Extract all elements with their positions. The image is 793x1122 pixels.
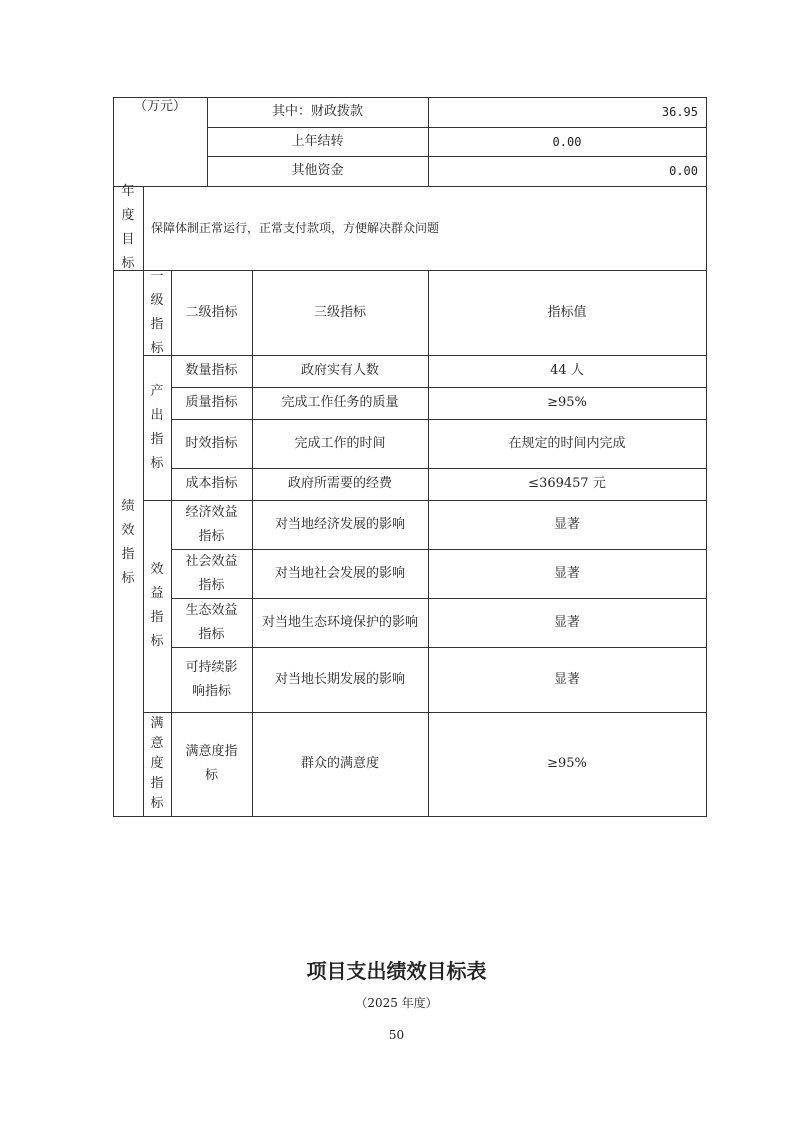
- page-title: 项目支出绩效目标表: [306, 959, 487, 983]
- indicators-main-label: [113, 270, 143, 816]
- funds-label: 上年结转: [291, 133, 344, 149]
- indicators-main-label-char: 指: [121, 547, 135, 562]
- level3-text: 完成工作的时间: [294, 435, 386, 451]
- value-text: 显著: [553, 614, 580, 630]
- level2-text: 标: [204, 768, 218, 783]
- funds-unit-text: （万元）: [133, 99, 186, 114]
- funds-value: 0.00: [669, 164, 698, 178]
- level3-text: 对当地经济发展的影响: [274, 516, 405, 532]
- table-row-level3: [252, 419, 428, 468]
- table-row-value: [428, 647, 706, 712]
- annual-goal-label-char: 标: [121, 256, 135, 271]
- funds-label-cell: [207, 97, 428, 127]
- level2-text: 满意度指: [185, 744, 238, 759]
- rule: [113, 816, 707, 817]
- level2-text: 社会效益: [185, 553, 238, 569]
- funds-label: 其中：财政拨款: [271, 104, 363, 119]
- header-level1-char: 指: [150, 316, 164, 332]
- table-row-level2: [171, 549, 252, 598]
- funds-label: 其他资金: [291, 163, 344, 178]
- level3-text: 政府所需要的经费: [287, 476, 392, 491]
- satisfaction-label-char: 满: [150, 716, 164, 731]
- output-label-char: 标: [150, 455, 164, 471]
- table-row-level2: [171, 419, 252, 468]
- value-text: 显著: [553, 565, 580, 581]
- level3-text: 政府实有人数: [300, 363, 379, 378]
- header-level1-char: 标: [150, 340, 164, 356]
- table-row-level2: [171, 355, 252, 387]
- header-level1: [143, 270, 171, 355]
- output-label-char: 出: [150, 407, 164, 423]
- funds-label-cell: [207, 156, 428, 186]
- header-level2-text: 二级指标: [185, 304, 238, 320]
- satisfaction-label-char: 度: [150, 756, 164, 771]
- level2-text: 生态效益: [185, 602, 238, 618]
- satisfaction-indicators-label: [143, 712, 171, 816]
- table-row-value: [428, 468, 706, 500]
- output-label-char: 指: [150, 431, 164, 447]
- satisfaction-label-char: 标: [150, 796, 164, 811]
- header-level1-char: 级: [150, 292, 164, 308]
- table-row-level3: [252, 712, 428, 816]
- table-row-level3: [252, 598, 428, 647]
- table-row-level2: [171, 500, 252, 549]
- table-row-value: [428, 355, 706, 387]
- level3-text: 完成工作任务的质量: [281, 395, 399, 410]
- benefit-indicators-label: [143, 500, 171, 712]
- level2-text: 指标: [198, 528, 225, 544]
- indicators-main-label-char: 标: [121, 571, 135, 586]
- table-row-level2: [171, 468, 252, 500]
- table-row-value: [428, 712, 706, 816]
- table-row-level2: [171, 647, 252, 712]
- benefit-label-char: 效: [150, 562, 164, 577]
- annual-goal-text-cell: [143, 186, 706, 270]
- funds-label-cell: [207, 127, 428, 156]
- output-label-char: 产: [150, 383, 164, 399]
- funds-value-cell: [428, 97, 706, 127]
- level2-text: 数量指标: [185, 363, 238, 378]
- value-text: ≤369457 元: [528, 476, 606, 491]
- funds-value: 0.00: [552, 134, 582, 149]
- level2-text: 响指标: [191, 683, 231, 699]
- funds-value-cell: [428, 156, 706, 186]
- level2-text: 指标: [198, 577, 225, 593]
- level3-text: 对当地生态环境保护的影响: [261, 614, 418, 630]
- table-row-value: [428, 598, 706, 647]
- table-row-level3: [252, 647, 428, 712]
- rule: [706, 97, 707, 817]
- table-row-level2: [171, 598, 252, 647]
- header-level2: [171, 270, 252, 355]
- value-text: ≥95%: [547, 395, 587, 410]
- satisfaction-label-char: 意: [150, 736, 164, 751]
- annual-goal-text: 保障体制正常运行，正常支付款项，方便解决群众问题: [151, 221, 440, 235]
- funds-unit-label: [113, 97, 207, 186]
- header-level3: [252, 270, 428, 355]
- level2-text: 可持续影: [185, 659, 238, 675]
- level2-text: 经济效益: [185, 504, 238, 520]
- benefit-label-char: 标: [150, 634, 164, 649]
- level2-text: 指标: [198, 626, 225, 642]
- table-row-value: [428, 387, 706, 419]
- value-text: 显著: [553, 671, 580, 687]
- page-subtitle: （2025 年度）: [355, 996, 438, 1010]
- table-row-level3: [252, 500, 428, 549]
- funds-value-cell: [428, 127, 706, 156]
- annual-goal-label: [113, 186, 143, 270]
- annual-goal-label-char: 目: [121, 232, 135, 247]
- value-text: 在规定的时间内完成: [508, 435, 626, 451]
- header-level1-char: 一: [150, 268, 164, 284]
- level2-text: 质量指标: [185, 395, 238, 410]
- table-row-level2: [171, 387, 252, 419]
- indicators-main-label-char: 绩: [121, 499, 135, 514]
- table-row-level2: [171, 712, 252, 816]
- table-row-value: [428, 419, 706, 468]
- annual-goal-label-char: 年: [121, 184, 135, 199]
- value-text: 显著: [553, 516, 580, 532]
- level2-text: 成本指标: [185, 476, 238, 491]
- value-text: 44 人: [550, 363, 584, 378]
- funds-value: 36.95: [661, 105, 698, 119]
- table-row-value: [428, 500, 706, 549]
- table-row-level3: [252, 549, 428, 598]
- table-row-value: [428, 549, 706, 598]
- level2-text: 时效指标: [185, 435, 238, 451]
- page-number: 50: [388, 1028, 405, 1042]
- table-row-level3: [252, 387, 428, 419]
- level3-text: 对当地长期发展的影响: [274, 671, 405, 687]
- value-text: ≥95%: [547, 756, 587, 771]
- level3-text: 对当地社会发展的影响: [274, 565, 405, 581]
- header-value: [428, 270, 706, 355]
- table-row-level3: [252, 468, 428, 500]
- level3-text: 群众的满意度: [300, 756, 379, 771]
- benefit-label-char: 益: [150, 586, 164, 601]
- indicators-main-label-char: 效: [121, 523, 135, 538]
- output-indicators-label: [143, 355, 171, 500]
- header-value-text: 指标值: [547, 304, 587, 320]
- satisfaction-label-char: 指: [150, 776, 164, 791]
- table-row-level3: [252, 355, 428, 387]
- benefit-label-char: 指: [150, 610, 164, 625]
- annual-goal-label-char: 度: [121, 208, 135, 223]
- header-level3-text: 三级指标: [313, 304, 366, 320]
